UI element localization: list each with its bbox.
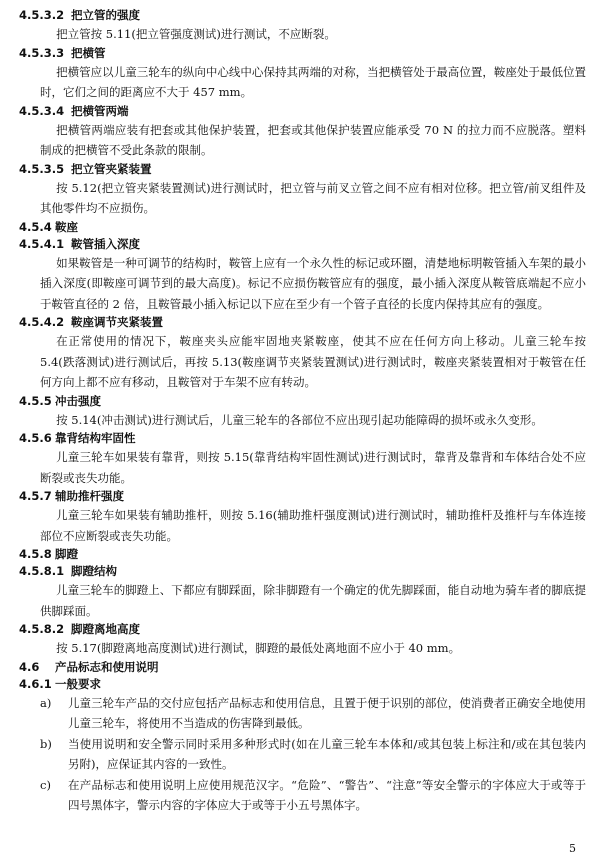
section-heading	[19, 45, 600, 62]
section-number: 4.5.3.2	[19, 8, 65, 22]
section-title: 脚蹬离地高度	[71, 622, 140, 636]
section-heading	[19, 103, 600, 120]
list-text: 当使用说明和安全警示同时采用多种形式时(如在儿童三轮车本体和/或其包装上标注和/或在其包装内另附)，应保证其内容的一致性。	[68, 736, 586, 771]
list-marker: c)	[40, 777, 51, 792]
section-number: 4.5.7	[19, 489, 52, 503]
section-heading	[19, 621, 600, 638]
list-marker: a)	[40, 695, 52, 710]
section-heading	[19, 430, 600, 447]
section-number: 4.6.1	[19, 676, 52, 691]
section-title: 靠背结构牢固性	[55, 431, 136, 445]
section-heading	[19, 676, 600, 693]
section-title: 脚蹬结构	[71, 564, 117, 578]
section-number: 4.5.4	[19, 219, 52, 234]
section-title: 产品标志和使用说明	[55, 659, 159, 674]
section-title: 把横管	[71, 45, 106, 60]
paragraph: 儿童三轮车的脚蹬上、下都应有脚踩面，除非脚蹬有一个确定的优先脚踩面，能自动地为骑车者的脚底提供脚踩面。	[40, 583, 586, 618]
list-text: 儿童三轮车产品的交付应包括产品标志和使用信息，且置于便于识别的部位，使消费者正确安全地使用儿童三轮车，将使用不当造成的伤害降到最低。	[68, 695, 586, 730]
section-heading	[19, 563, 600, 580]
list-item	[40, 775, 586, 816]
section-title: 把横管两端	[71, 103, 129, 118]
section-number: 4.5.5	[19, 393, 52, 408]
section-title: 鞍管插入深度	[71, 236, 140, 251]
paragraph: 在正常使用的情况下，鞍座夹头应能牢固地夹紧鞍座，使其不应在任何方向上移动。儿童三轮车按 5.4(跌落测试)进行测试后，再按 5.13(鞍座调节夹紧装置测试)进行测试时，鞍座夹紧装置相对于鞍管在任何方向上都不应有移动，且鞍管对于车架不应有转动。	[40, 334, 586, 389]
section-number: 4.5.3.3	[19, 45, 65, 60]
section-title: 把立管夹紧装置	[71, 161, 152, 176]
section-number: 4.6	[19, 659, 40, 674]
paragraph: 按 5.14(冲击测试)进行测试后，儿童三轮车的各部位不应出现引起功能障碍的损坏或永久变形。	[56, 412, 543, 427]
section-heading	[19, 161, 600, 178]
section-number: 4.5.6	[19, 431, 52, 445]
list-text: 在产品标志和使用说明上应使用规范汉字。“危险”、“警告”、“注意”等安全警示的字体应大于或等于四号黑体字，警示内容的字体应大于或等于小五号黑体字。	[68, 777, 586, 812]
list-item	[40, 734, 586, 775]
section-number: 4.5.8	[19, 547, 52, 561]
paragraph: 儿童三轮车如果装有辅助推杆，则按 5.16(辅助推杆强度测试)进行测试时，辅助推杆及推杆与车体连接部位不应断裂或丧失功能。	[40, 508, 586, 543]
section-number: 4.5.4.2	[19, 315, 65, 329]
list-marker: b)	[40, 736, 52, 751]
section-title: 一般要求	[55, 676, 101, 691]
section-heading	[19, 659, 600, 676]
paragraph: 如果鞍管是一种可调节的结构时，鞍管上应有一个永久性的标记或环圈，清楚地标明鞍管插入车架的最小插入深度(即鞍座可调节到的最大高度)。标记不应损伤鞍管应有的强度，最小插入深度从鞍管底端起不应小于鞍管直径的 2 倍，且鞍管最小插入标记以下应在至少有一个管子直径的长度内保持其应有的强度。	[40, 255, 586, 311]
document-body	[0, 7, 600, 816]
section-heading	[19, 219, 600, 236]
section-heading	[19, 7, 600, 24]
paragraph: 把横管应以儿童三轮车的纵向中心线中心保持其两端的对称，当把横管处于最高位置，鞍座处于最低位置时，它们之间的距离应不大于 457 mm。	[40, 64, 586, 99]
paragraph: 按 5.12(把立管夹紧装置测试)进行测试时，把立管与前叉立管之间不应有相对位移。把立管/前叉组件及其他零件均不应损伤。	[40, 180, 586, 215]
section-title: 鞍座调节夹紧装置	[71, 315, 163, 329]
page-number: 5	[569, 842, 576, 855]
paragraph: 儿童三轮车如果装有靠背，则按 5.15(靠背结构牢固性测试)进行测试时，靠背及靠背和车体结合处不应断裂或丧失功能。	[40, 450, 586, 485]
section-number: 4.5.8.2	[19, 622, 65, 636]
section-heading	[19, 236, 600, 253]
section-title: 脚蹬	[55, 547, 78, 561]
paragraph: 把立管按 5.11(把立管强度测试)进行测试，不应断裂。	[56, 27, 336, 41]
section-number: 4.5.3.5	[19, 161, 65, 176]
section-number: 4.5.4.1	[19, 236, 65, 251]
section-title: 把立管的强度	[71, 8, 140, 22]
paragraph: 按 5.17(脚蹬离地高度测试)进行测试，脚蹬的最低处离地面不应小于 40 mm。	[56, 641, 461, 655]
list-item	[40, 693, 586, 734]
section-number: 4.5.8.1	[19, 564, 65, 578]
section-heading	[19, 488, 600, 505]
section-heading	[19, 314, 600, 331]
section-title: 冲击强度	[55, 393, 101, 408]
section-title: 辅助推杆强度	[55, 489, 124, 503]
paragraph: 把横管两端应装有把套或其他保护装置，把套或其他保护装置应能承受 70 N 的拉力而不应脱落。塑料制成的把横管不受此条款的限制。	[40, 122, 586, 157]
section-heading	[19, 393, 600, 410]
section-heading	[19, 546, 600, 563]
section-title: 鞍座	[55, 219, 78, 234]
section-number: 4.5.3.4	[19, 103, 65, 118]
